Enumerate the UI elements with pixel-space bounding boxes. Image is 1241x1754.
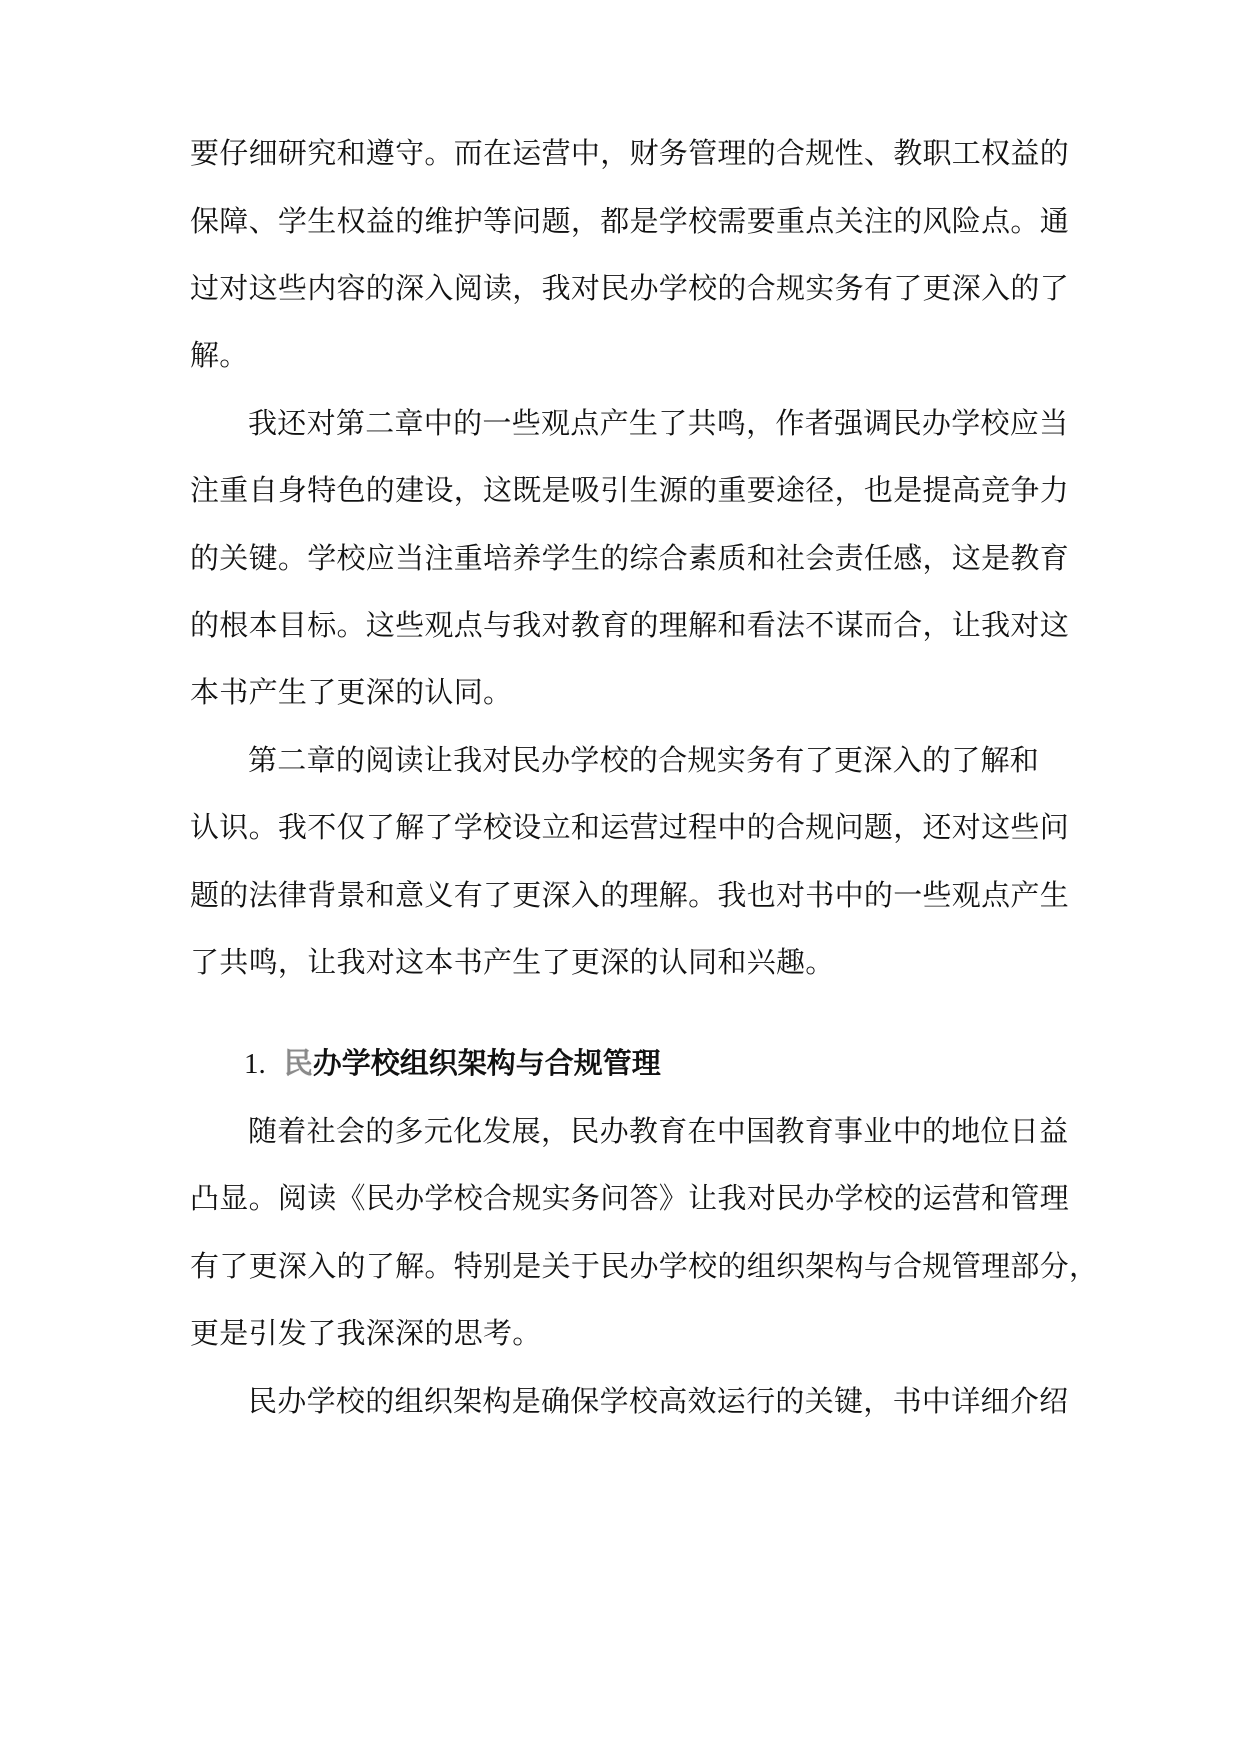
paragraph-line: 民办学校的组织架构是确保学校高效运行的关键，书中详细介绍: [248, 1384, 1069, 1418]
paragraph-line: 解。: [190, 338, 249, 372]
paragraph-line: 注重自身特色的建设，这既是吸引生源的重要途径，也是提高竞争力: [190, 473, 1070, 507]
paragraph-line: 认识。我不仅了解了学校设立和运营过程中的合规问题，还对这些问: [190, 810, 1070, 844]
paragraph-line: 要仔细研究和遵守。而在运营中，财务管理的合规性、教职工权益的: [190, 136, 1070, 170]
paragraph-line: 题的法律背景和意义有了更深入的理解。我也对书中的一些观点产生: [190, 878, 1070, 912]
heading-text: 办学校组织架构与合规管理: [312, 1046, 661, 1080]
section-heading: [244, 1043, 1064, 1084]
paragraph-line: 的根本目标。这些观点与我对教育的理解和看法不谋而合，让我对这: [190, 608, 1070, 642]
paragraph-line: 的关键。学校应当注重培养学生的综合素质和社会责任感，这是教育: [190, 541, 1070, 575]
paragraph-line: 本书产生了更深的认同。: [190, 675, 513, 709]
paragraph-line: 第二章的阅读让我对民办学校的合规实务有了更深入的了解和: [248, 743, 1040, 777]
heading-first-char: 民: [283, 1046, 313, 1080]
paragraph-line: 随着社会的多元化发展，民办教育在中国教育事业中的地位日益: [248, 1114, 1069, 1148]
paragraph-line: 凸显。阅读《民办学校合规实务问答》让我对民办学校的运营和管理: [190, 1181, 1070, 1215]
paragraph-line: 有了更深入的了解。特别是关于民办学校的组织架构与合规管理部分，: [190, 1249, 1099, 1283]
paragraph-line: 我还对第二章中的一些观点产生了共鸣，作者强调民办学校应当: [248, 406, 1069, 440]
heading-number: 1.: [244, 1048, 266, 1080]
paragraph-line: 保障、学生权益的维护等问题，都是学校需要重点关注的风险点。通: [190, 204, 1070, 238]
paragraph-line: 更是引发了我深深的思考。: [190, 1316, 542, 1350]
paragraph-line: 了共鸣，让我对这本书产生了更深的认同和兴趣。: [190, 945, 835, 979]
paragraph-line: 过对这些内容的深入阅读，我对民办学校的合规实务有了更深入的了: [190, 271, 1070, 305]
